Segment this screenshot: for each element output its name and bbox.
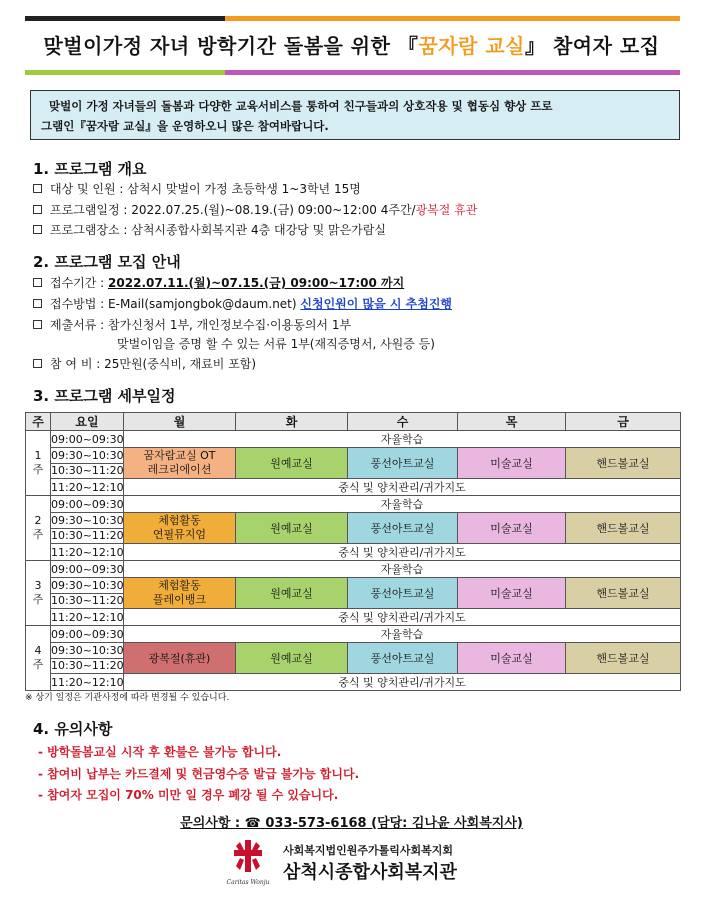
recruit-method: 접수방법 : E-Mail(samjongbok@daum.net) 신청인원이 많을 시 추첨진행 xyxy=(33,297,452,312)
checkbox-icon xyxy=(33,205,42,214)
checkbox-icon xyxy=(33,320,42,329)
table-row xyxy=(26,513,681,529)
table-row xyxy=(26,496,681,513)
schedule-table xyxy=(25,412,681,691)
bottom-rule xyxy=(25,70,680,75)
art-class: 미술교실 xyxy=(458,513,566,544)
lunch-cell: 중식 및 양치관리/귀가지도 xyxy=(124,609,681,626)
intro-line-1: 맞벌이 가정 자녀들의 돌봄과 다양한 교육서비스를 통하여 친구들과의 상호작용 및 협동심 향상 프로 xyxy=(49,99,553,113)
table-row xyxy=(26,544,681,561)
checkbox-icon xyxy=(33,299,42,308)
caritas-logo xyxy=(226,838,270,888)
time-cell: 09:30~10:30 xyxy=(51,448,124,462)
handball-class: 핸드볼교실 xyxy=(566,513,681,544)
time-cell: 11:20~12:10 xyxy=(51,610,124,624)
time-cell: 09:00~09:30 xyxy=(51,627,124,641)
overview-schedule: 프로그램일정 : 2022.07.25.(월)~08.19.(금) 09:00~12:00 4주간/광복절 휴관 xyxy=(33,203,477,218)
table-row xyxy=(26,561,681,578)
section-3-heading: 3. 프로그램 세부일정 xyxy=(33,387,176,405)
title-highlight: 꿈자람 교실 xyxy=(418,34,525,58)
monday-activity: 꿈자람교실 OT 레크리에이션 xyxy=(124,448,236,479)
art-class: 미술교실 xyxy=(458,448,566,479)
table-row xyxy=(26,578,681,594)
table-row xyxy=(26,626,681,643)
warning-item: - 방학돌봄교실 시작 후 환불은 불가능 합니다. xyxy=(38,745,282,759)
week-label: 3 주 xyxy=(26,561,51,626)
col-thu: 목 xyxy=(458,413,566,431)
monday-activity: 체험활동 연필뮤지엄 xyxy=(124,513,236,544)
table-row xyxy=(26,609,681,626)
col-week: 주 xyxy=(26,413,51,431)
time-cell: 09:00~09:30 xyxy=(51,497,124,511)
time-cell: 09:30~10:30 xyxy=(51,513,124,527)
time-cell: 10:30~11:20 xyxy=(51,529,124,543)
garden-class: 원예교실 xyxy=(236,448,348,479)
intro-line-2: 그램인『꿈자람 교실』을 운영하오니 많은 참여바랍니다. xyxy=(41,119,329,133)
org-name: 삼척시종합사회복지관 xyxy=(283,862,457,883)
table-row xyxy=(26,431,681,448)
handball-class: 핸드볼교실 xyxy=(566,448,681,479)
monday-activity: 체험활동 플레이뱅크 xyxy=(124,578,236,609)
week-label: 2 주 xyxy=(26,496,51,561)
recruit-fee: 참 여 비 : 25만원(중식비, 재료비 포함) xyxy=(33,357,256,372)
table-row xyxy=(26,643,681,659)
checkbox-icon xyxy=(33,359,42,368)
schedule-note: ※ 상기 일정은 기관사정에 따라 변경될 수 있습니다. xyxy=(25,693,230,703)
warning-item: - 참여비 납부는 카드결제 및 현금영수증 발급 불가능 합니다. xyxy=(38,767,360,781)
top-rule xyxy=(25,16,680,21)
time-cell: 09:30~10:30 xyxy=(51,643,124,657)
time-cell: 11:20~12:10 xyxy=(51,545,124,559)
section-4-heading: 4. 유의사항 xyxy=(33,720,113,738)
checkbox-icon xyxy=(33,184,42,193)
balloon-class: 풍선아트교실 xyxy=(348,448,458,479)
week-label: 4 주 xyxy=(26,626,51,691)
checkbox-icon xyxy=(33,278,42,287)
section-1-heading: 1. 프로그램 개요 xyxy=(33,160,147,178)
art-class: 미술교실 xyxy=(458,643,566,674)
col-tue: 화 xyxy=(236,413,348,431)
handball-class: 핸드볼교실 xyxy=(566,643,681,674)
table-row xyxy=(26,479,681,496)
monday-activity: 광복절(휴관) xyxy=(124,643,236,674)
org-parent-name: 사회복지법인원주가톨릭사회복지회 xyxy=(283,844,454,857)
warning-item: - 참여자 모집이 70% 미만 일 경우 폐강 될 수 있습니다. xyxy=(38,788,339,802)
table-row xyxy=(26,448,681,464)
time-cell: 10:30~11:20 xyxy=(51,464,124,478)
time-cell: 11:20~12:10 xyxy=(51,480,124,494)
table-row xyxy=(26,674,681,691)
recruit-docs: 제출서류 : 참가신청서 1부, 개인정보수집·이용동의서 1부 xyxy=(33,318,351,333)
contact-info: 문의사항 : ☎ 033-573-6168 (담당: 김나윤 사회복지사) xyxy=(180,816,523,831)
overview-target: 대상 및 인원 : 삼척시 맞벌이 가정 초등학생 1~3학년 15명 xyxy=(33,182,361,197)
col-time: 요일 xyxy=(51,413,124,431)
time-cell: 10:30~11:20 xyxy=(51,594,124,608)
time-cell: 10:30~11:20 xyxy=(51,659,124,673)
lunch-cell: 중식 및 양치관리/귀가지도 xyxy=(124,479,681,496)
col-mon: 월 xyxy=(124,413,236,431)
balloon-class: 풍선아트교실 xyxy=(348,643,458,674)
week-label: 1 주 xyxy=(26,431,51,496)
intro-box xyxy=(30,90,680,140)
self-study-cell: 자율학습 xyxy=(124,626,681,643)
section-2-heading: 2. 프로그램 모집 안내 xyxy=(33,253,181,271)
handball-class: 핸드볼교실 xyxy=(566,578,681,609)
self-study-cell: 자율학습 xyxy=(124,496,681,513)
logo-text: Caritas Wonju xyxy=(226,879,270,886)
balloon-class: 풍선아트교실 xyxy=(348,578,458,609)
time-cell: 09:00~09:30 xyxy=(51,562,124,576)
garden-class: 원예교실 xyxy=(236,578,348,609)
time-cell: 09:00~09:30 xyxy=(51,432,124,446)
self-study-cell: 자율학습 xyxy=(124,561,681,578)
recruit-docs-cont: 맞벌이임을 증명 할 수 있는 서류 1부(재직증명서, 사원증 등) xyxy=(117,337,435,351)
art-class: 미술교실 xyxy=(458,578,566,609)
col-fri: 금 xyxy=(566,413,681,431)
balloon-class: 풍선아트교실 xyxy=(348,513,458,544)
recruit-period: 접수기간 : 2022.07.11.(월)~07.15.(금) 09:00~17:00 까지 xyxy=(33,276,404,291)
page-title: 맞벌이가정 자녀 방학기간 돌봄을 위한 『꿈자람 교실』 참여자 모집 xyxy=(43,34,660,58)
checkbox-icon xyxy=(33,225,42,234)
time-cell: 11:20~12:10 xyxy=(51,675,124,689)
garden-class: 원예교실 xyxy=(236,643,348,674)
col-wed: 수 xyxy=(348,413,458,431)
self-study-cell: 자율학습 xyxy=(124,431,681,448)
schedule-header-row xyxy=(26,413,681,431)
lunch-cell: 중식 및 양치관리/귀가지도 xyxy=(124,674,681,691)
garden-class: 원예교실 xyxy=(236,513,348,544)
overview-place: 프로그램장소 : 삼척시종합사회복지관 4층 대강당 및 맑은가람실 xyxy=(33,223,386,238)
lunch-cell: 중식 및 양치관리/귀가지도 xyxy=(124,544,681,561)
time-cell: 09:30~10:30 xyxy=(51,578,124,592)
